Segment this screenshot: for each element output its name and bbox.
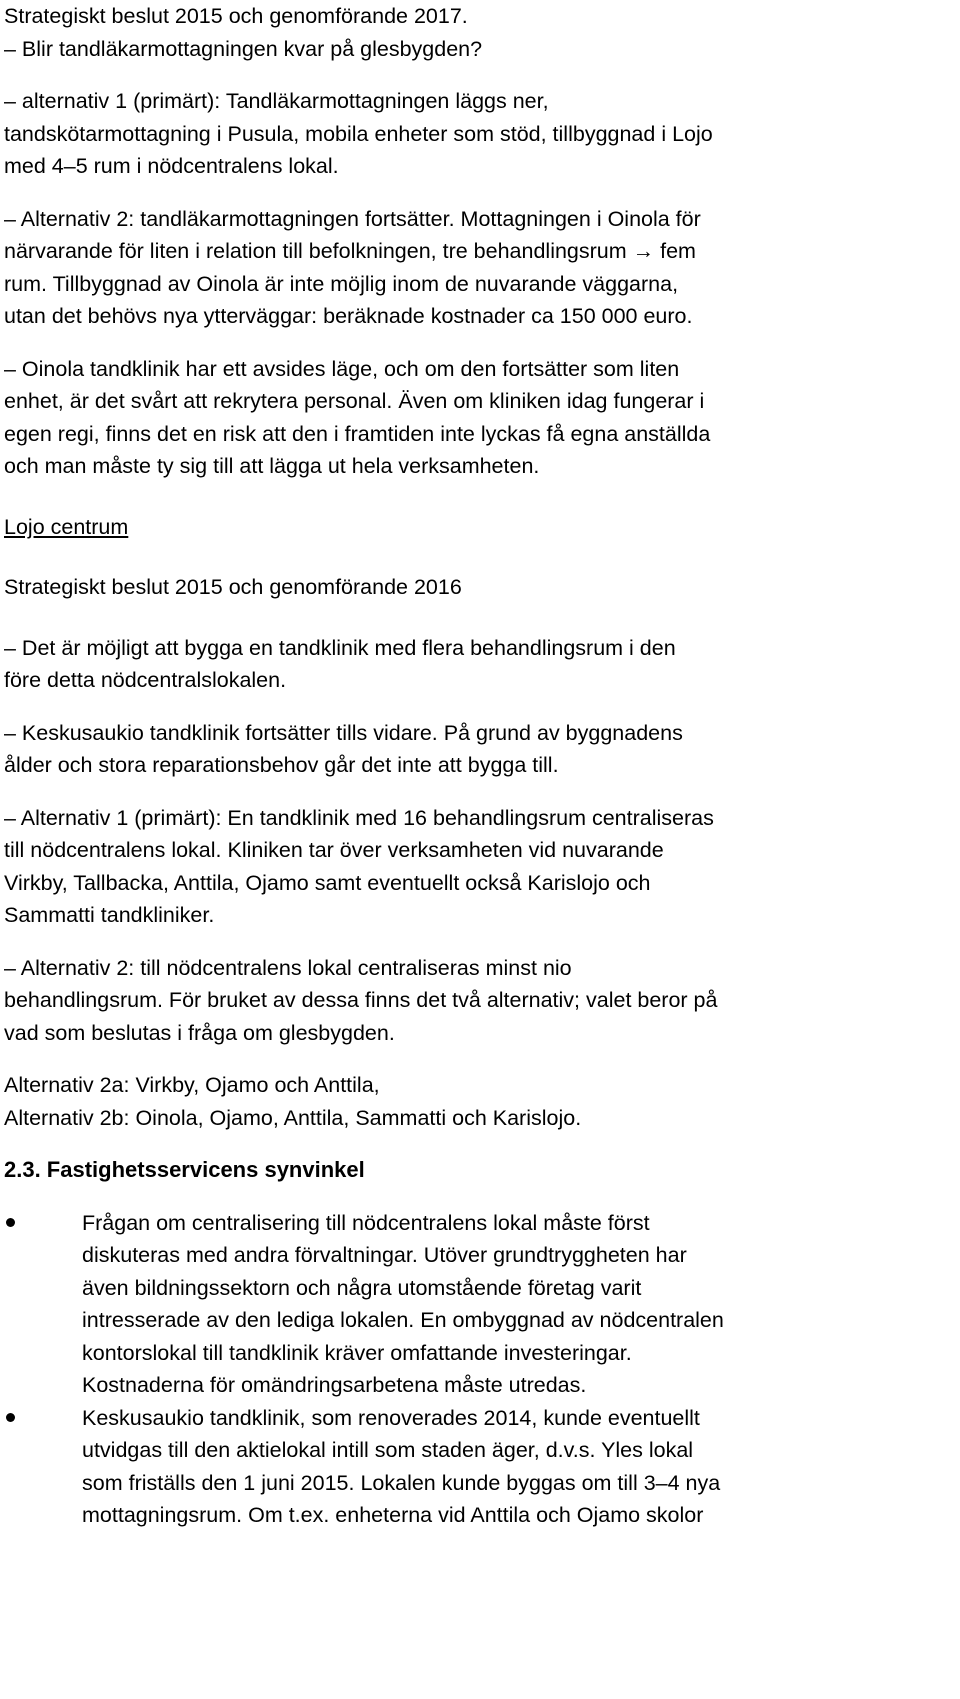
text-line: Sammatti tandkliniker. [4, 903, 215, 927]
text-line: till nödcentralens lokal. Kliniken tar över verksamheten vid nuvarande [4, 838, 664, 862]
paragraph [4, 0, 954, 65]
paragraph [4, 85, 954, 183]
text-line: ålder och stora reparationsbehov går det inte att bygga till. [4, 753, 559, 777]
text-line: vad som beslutas i fråga om glesbygden. [4, 1020, 395, 1045]
section-title-lojo: Lojo centrum [4, 514, 129, 539]
text-line: utan det behövs nya ytterväggar: beräknade kostnader ca 150 000 euro. [4, 304, 693, 328]
text-line: intresserade av den lediga lokalen. En ombyggnad av nödcentralen [82, 1308, 724, 1332]
text-line: även bildningssektorn och några utomstående företag varit [82, 1275, 642, 1300]
paragraph [4, 353, 954, 483]
decision-line: Strategiskt beslut 2015 och genomförande 2016 [4, 575, 462, 599]
text-line: – alternativ 1 (primärt): Tandläkarmottagningen läggs ner, [4, 89, 549, 113]
text-line: utvidgas till den aktielokal intill som staden äger, d.v.s. Yles lokal [82, 1438, 694, 1462]
text-line: – Alternativ 1 (primärt): En tandklinik med 16 behandlingsrum centraliseras [4, 805, 714, 830]
text-line: – Det är möjligt att bygga en tandklinik med flera behandlingsrum i den [4, 635, 676, 660]
paragraph [4, 952, 954, 1050]
section-heading: 2.3. Fastighetsservicens synvinkel [4, 1157, 365, 1182]
text-line: – Alternativ 2: till nödcentralens lokal centraliseras minst nio [4, 955, 572, 980]
text-line: Alternativ 2b: Oinola, Ojamo, Anttila, Sammatti och Karislojo. [4, 1105, 582, 1130]
text-line: – Keskusaukio tandklinik fortsätter tills vidare. På grund av byggnadens [4, 720, 683, 745]
text-line: Virkby, Tallbacka, Anttila, Ojamo samt eventuellt också Karislojo och [4, 870, 651, 895]
text-line: närvarande för liten i relation till befolkningen, tre behandlingsrum → fem [4, 239, 696, 263]
text-line: Strategiskt beslut 2015 och genomförande 2017. [4, 4, 468, 28]
bullet-icon [6, 1218, 15, 1227]
paragraph [4, 203, 954, 333]
paragraph [4, 632, 954, 697]
text-line: före detta nödcentralslokalen. [4, 668, 287, 692]
text-line: – Oinola tandklinik har ett avsides läge, och om den fortsätter som liten [4, 356, 680, 381]
text-line: Alternativ 2a: Virkby, Ojamo och Anttila, [4, 1073, 380, 1097]
text-line: tandskötarmottagning i Pusula, mobila enheter som stöd, tillbyggnad i Lojo [4, 121, 713, 146]
text-line: som friställs den 1 juni 2015. Lokalen kunde byggas om till 3–4 nya [82, 1470, 721, 1495]
paragraph [4, 1069, 954, 1134]
text-line: enhet, är det svårt att rekrytera personal. Även om kliniken idag fungerar i [4, 389, 705, 413]
text-line: – Alternativ 2: tandläkarmottagningen fortsätter. Mottagningen i Oinola för [4, 206, 701, 231]
text-line: kontorslokal till tandklinik kräver omfattande investeringar. [82, 1340, 632, 1365]
text-line: och man måste ty sig till att lägga ut hela verksamheten. [4, 454, 540, 478]
text-line: rum. Tillbyggnad av Oinola är inte möjlig inom de nuvarande väggarna, [4, 271, 679, 296]
text-line: Kostnaderna för omändringsarbetena måste utredas. [82, 1373, 587, 1397]
text-line: egen regi, finns det en risk att den i framtiden inte lyckas få egna anställda [4, 421, 711, 446]
text-line: Keskusaukio tandklinik, som renoverades 2014, kunde eventuellt [82, 1405, 700, 1430]
text-line: behandlingsrum. För bruket av dessa finns det två alternativ; valet beror på [4, 988, 718, 1012]
list-item [4, 1402, 954, 1532]
paragraph [4, 802, 954, 932]
text-line: Frågan om centralisering till nödcentralens lokal måste först [82, 1210, 650, 1235]
text-line: med 4–5 rum i nödcentralens lokal. [4, 154, 339, 178]
text-line: diskuteras med andra förvaltningar. Utöver grundtryggheten har [82, 1243, 687, 1267]
paragraph [4, 717, 954, 782]
text-line: – Blir tandläkarmottagningen kvar på glesbygden? [4, 36, 483, 61]
list-item [4, 1207, 954, 1402]
text-line: mottagningsrum. Om t.ex. enheterna vid Anttila och Ojamo skolor [82, 1503, 704, 1527]
bullet-icon [6, 1413, 15, 1422]
document-page [4, 0, 954, 1532]
bullet-list [4, 1207, 954, 1532]
